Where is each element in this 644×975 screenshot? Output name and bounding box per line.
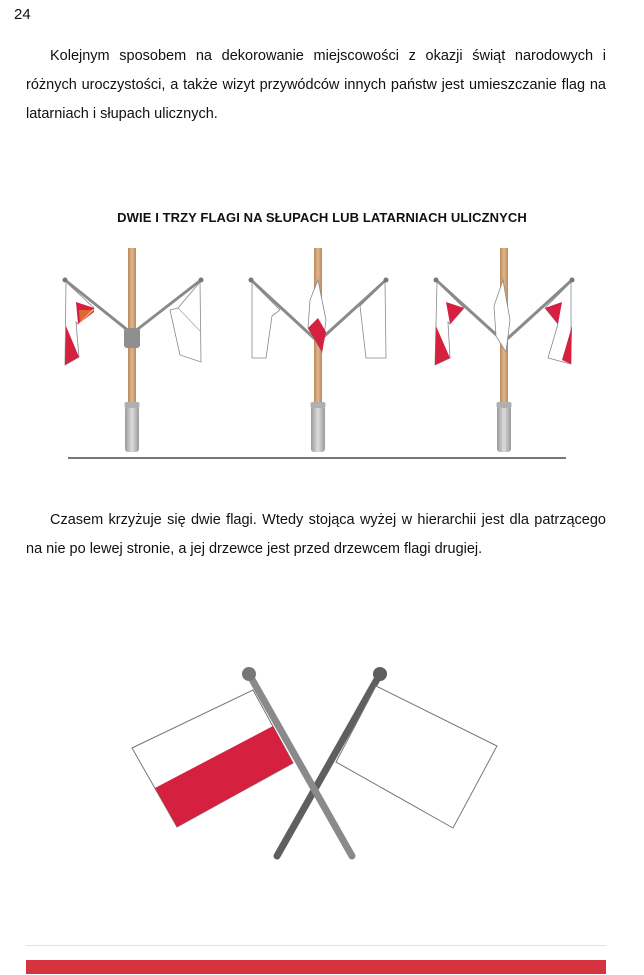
white-flag-right — [360, 282, 386, 358]
footer-divider — [26, 945, 606, 946]
polish-flag-center — [308, 280, 326, 352]
crossed-flags-illustration — [0, 660, 644, 870]
pole-base — [125, 406, 139, 452]
arm-bracket — [124, 328, 140, 348]
pole-three-flags-center-polish — [249, 248, 389, 452]
pole-base — [311, 406, 325, 452]
footer-red-bar — [26, 960, 606, 974]
crossed-flags-paragraph: Czasem krzyżuje się dwie flagi. Wtedy stojąca wyżej w hierarchii jest dla patrzącego na nie po lewej stronie, a jej drzewce jest przed drzewcem flagi drugiej. — [26, 512, 606, 557]
page-number: 24 — [14, 6, 31, 23]
intro-paragraph: Kolejnym sposobem na dekorowanie miejscowości z okazji świąt narodowych i różnych uroczystości, a także wizyt przywódców innych państw jest umieszczanie flag na latarniach i słupach ulicznych. — [26, 48, 606, 122]
staff-finial-left — [242, 667, 256, 681]
street-poles-flags-illustration — [0, 240, 644, 470]
polish-flag-left — [65, 282, 94, 365]
polish-flag-left — [435, 282, 464, 365]
staff-finial-right — [373, 667, 387, 681]
pole-two-flags — [63, 248, 204, 452]
white-flag-right — [170, 282, 201, 362]
pole-base — [497, 406, 511, 452]
figure-title: DWIE I TRZY FLAGI NA SŁUPACH LUB LATARNIACH ULICZNYCH — [117, 210, 527, 225]
polish-flag-right — [545, 282, 572, 364]
pole-three-flags-outer-polish — [434, 248, 575, 452]
